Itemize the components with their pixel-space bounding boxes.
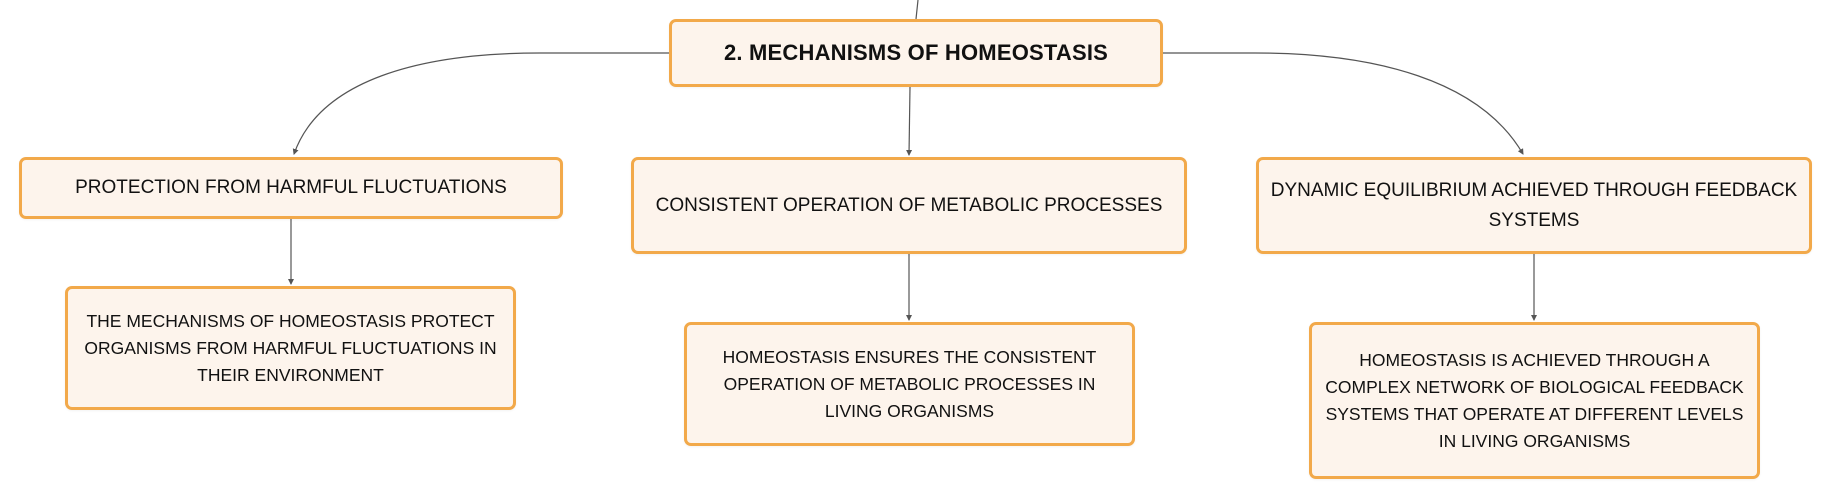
connector-root-to-left <box>294 53 669 154</box>
subtopic-node-protection[interactable] <box>19 157 563 219</box>
detail-text: HOMEOSTASIS ENSURES THE CONSISTENT OPERATION OF METABOLIC PROCESSES IN LIVING ORGANISMS <box>722 346 1097 421</box>
root-topic-title: 2. MECHANISMS OF HOMEOSTASIS <box>723 40 1109 65</box>
root-topic-node[interactable] <box>669 19 1163 87</box>
subtopic-label: PROTECTION FROM HARMFUL FLUCTUATIONS <box>75 177 507 198</box>
subtopic-label: DYNAMIC EQUILIBRIUM ACHIEVED THROUGH FEEDBACK SYSTEMS <box>1270 179 1798 231</box>
detail-text: HOMEOSTASIS IS ACHIEVED THROUGH A COMPLEX NETWORK OF BIOLOGICAL FEEDBACK SYSTEMS THAT OPERATE AT DIFFERENT LEVELS IN LIVING ORGANISMS <box>1325 349 1744 451</box>
detail-text: THE MECHANISMS OF HOMEOSTASIS PROTECT ORGANISMS FROM HARMFUL FLUCTUATIONS IN THEIR ENVIRONMENT <box>84 310 497 385</box>
detail-node-equilibrium[interactable] <box>1309 322 1760 479</box>
subtopic-node-metabolic[interactable] <box>631 157 1187 254</box>
connector-from-parent <box>916 0 918 19</box>
detail-node-metabolic[interactable] <box>684 322 1135 446</box>
connector-root-to-center <box>909 87 910 155</box>
subtopic-label: CONSISTENT OPERATION OF METABOLIC PROCESSES <box>655 194 1163 216</box>
connector-root-to-right <box>1163 53 1523 154</box>
subtopic-node-equilibrium[interactable] <box>1256 157 1812 254</box>
detail-node-protection[interactable] <box>65 286 516 410</box>
